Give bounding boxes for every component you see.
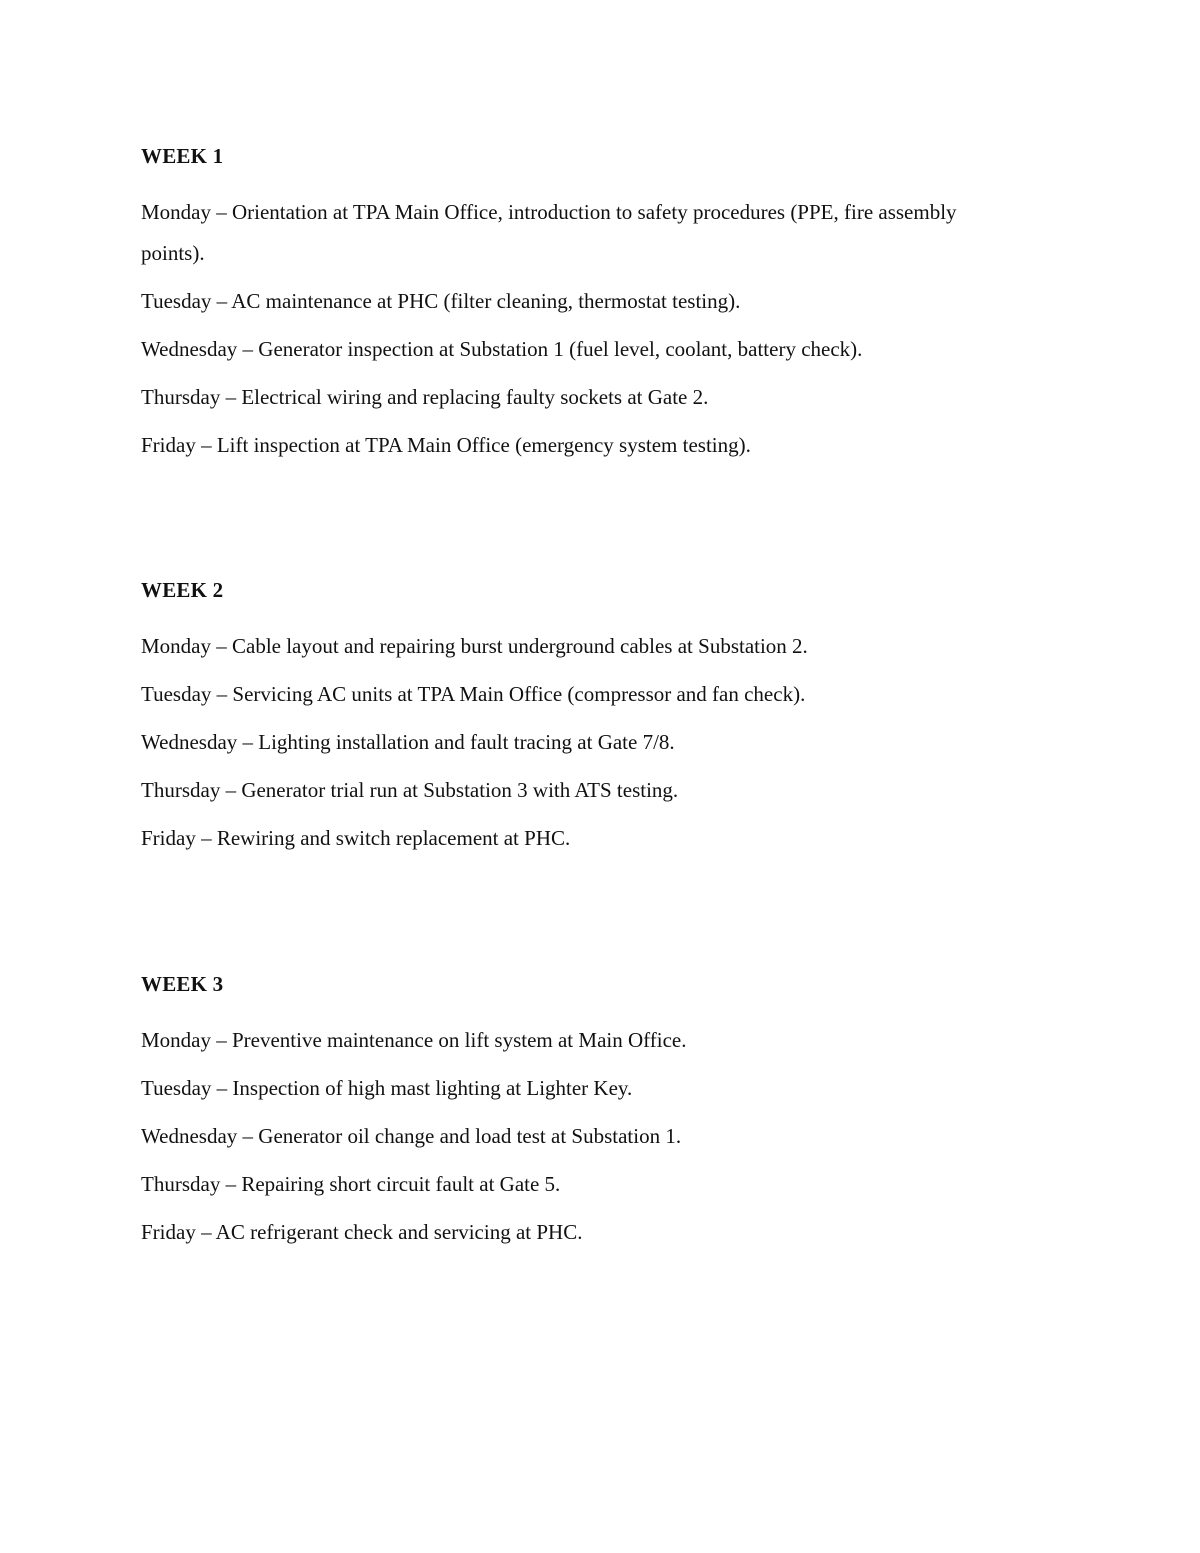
schedule-entry-monday: Monday – Preventive maintenance on lift system at Main Office. (141, 1028, 687, 1052)
schedule-entry-wednesday: Wednesday – Generator inspection at Substation 1 (fuel level, coolant, battery check). (141, 337, 863, 361)
week-heading: WEEK 3 (141, 972, 224, 996)
schedule-entry-thursday: Thursday – Generator trial run at Substation 3 with ATS testing. (141, 778, 679, 802)
week-2-section (141, 577, 1001, 874)
schedule-entry-friday: Friday – Lift inspection at TPA Main Office (emergency system testing). (141, 433, 751, 457)
schedule-entry-thursday: Thursday – Repairing short circuit fault at Gate 5. (141, 1172, 561, 1196)
schedule-entry-wednesday: Wednesday – Generator oil change and load test at Substation 1. (141, 1124, 682, 1148)
schedule-entry-tuesday: Tuesday – Servicing AC units at TPA Main Office (compressor and fan check). (141, 682, 806, 706)
week-heading: WEEK 1 (141, 144, 224, 168)
week-3-section (141, 971, 1001, 1268)
schedule-entry-thursday: Thursday – Electrical wiring and replacing faulty sockets at Gate 2. (141, 385, 709, 409)
schedule-entry-tuesday: Tuesday – Inspection of high mast lighting at Lighter Key. (141, 1076, 633, 1100)
week-1-section (141, 143, 1001, 481)
schedule-entry-wednesday: Wednesday – Lighting installation and fault tracing at Gate 7/8. (141, 730, 675, 754)
schedule-entry-monday: Monday – Cable layout and repairing burst underground cables at Substation 2. (141, 634, 808, 658)
schedule-entry-tuesday: Tuesday – AC maintenance at PHC (filter cleaning, thermostat testing). (141, 289, 741, 313)
schedule-entry-friday: Friday – AC refrigerant check and servicing at PHC. (141, 1220, 583, 1244)
schedule-entry-monday: Monday – Orientation at TPA Main Office, introduction to safety procedures (PPE, fire assembly points). (141, 200, 957, 265)
schedule-entry-friday: Friday – Rewiring and switch replacement at PHC. (141, 826, 571, 850)
week-heading: WEEK 2 (141, 578, 224, 602)
